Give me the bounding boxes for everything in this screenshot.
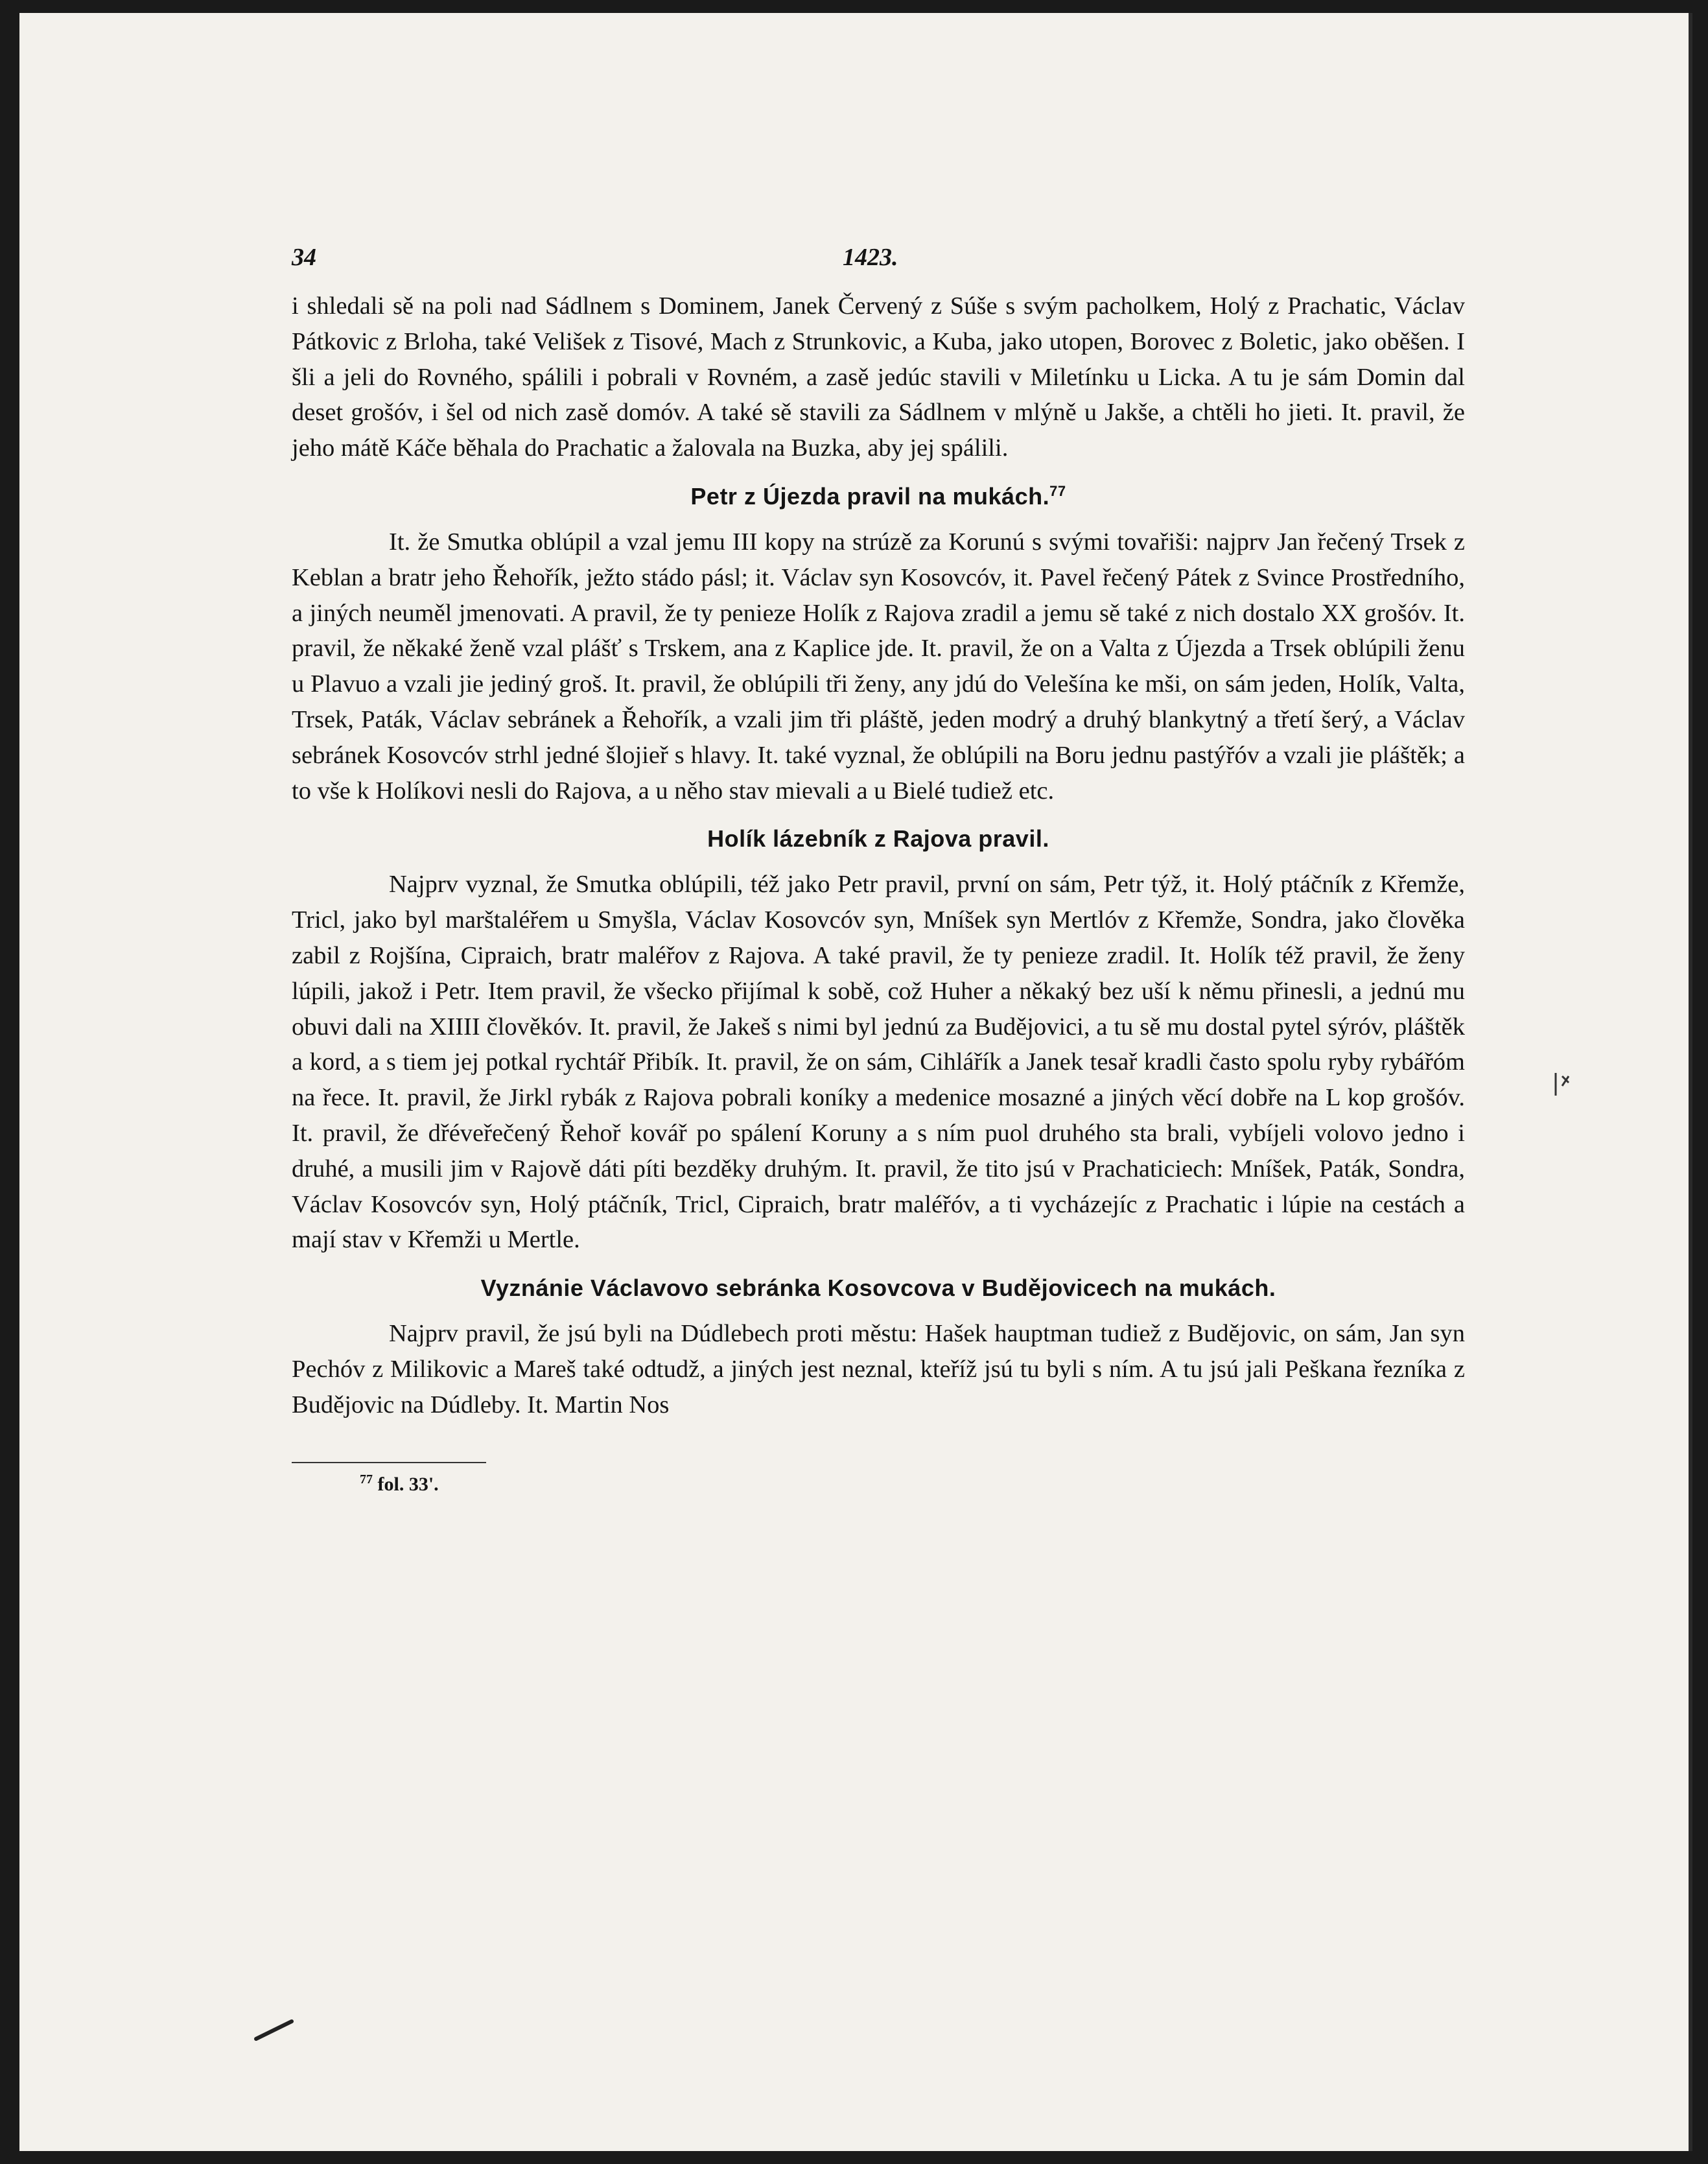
section-title-petr [292,483,1465,510]
footnote-divider [292,1462,486,1463]
page-number: 34 [292,244,316,271]
scanned-page [19,13,1692,2151]
paragraph-3: Najprv vyznal, že Smutka oblúpili, též jako Petr pravil, první on sám, Petr týž, it. Holý ptáčník z Křemže, Tricl, jako byl marštaléřem u Smyšla, Václav Kosovcóv syn, Mníšek syn Mertlóv z Křemže, Sondra, jako člověka zabil z Rojšína, Cipraich, bratr maléřov z Rajova. A také pravil, že ty penieze zradil. It. Holík též pravil, že ženy lúpili, jakož i Petr. Item pravil, že všecko přijímal k sobě, což Huher a někaký bez uší k němu přinesli, a jednú mu obuvi dali na XIIII člověkóv. It. pravil, že Jakeš s nimi byl jednú za Budějovici, a tu sě mu dostal pytel sýróv, pláštěk a kord, a s tiem jej potkal rychtář Přibík. It. pravil, že on sám, Cihlářík a Janek tesař kradli často spolu ryby rybářóm na řece. It. pravil, že Jirkl rybák z Rajova pobrali koníky a medenice mosazné a jiných věcí dobře na L kop grošóv. It. pravil, že dřéveřečený Řehoř kovář po spálení Koruny a s ním puol druhého sta brali, vybíjeli volovo jedno i druhé, a musili jim v Rajově dáti píti bezděky druhým. It. pravil, že tito jsú v Prachaticiech: Mníšek, Paták, Sondra, Václav Kosovcóv syn, Holý ptáčník, Tricl, Cipraich, bratr maléřóv, a ti vycházejíc z Prachatic i lúpie na cestách a mají stav v Křemži u Mertle. [292,871,1465,1254]
footnote-ref-77: 77 [1049,482,1066,499]
page-content [292,243,1465,1496]
section-title-vaclav: Vyznánie Václavovo sebránka Kosovcova v Budějovicech na mukách. [480,1275,1276,1302]
footnote [292,1472,1465,1496]
page-header [292,243,1465,288]
paragraph-1: i shledali sě na poli nad Sádlnem s Dominem, Janek Červený z Súše s svým pacholkem, Holý z Prachatic, Václav Pátkovic z Brloha, také Velišek z Tisové, Mach z Strunkovic, a Kuba, jako utopen, Borovec z Boletic, jako oběšen. I šli a jeli do Rovného, spálili i pobrali v Rovném, a zasě jedúc stavili v Miletínku u Licka. A tu je sám Domin dal deset grošóv, i šel od nich zasě domóv. A také sě stavili za Sádlnem v mlýně u Jakše, a chtěli ho jieti. It. pravil, že jeho mátě Káče běhala do Prachatic a žalovala na Buzka, aby jej spálili. [292,292,1465,462]
section-title-petr-text: Petr z Újezda pravil na mukách. [690,482,1050,510]
section-title-holik: Holík lázebník z Rajova pravil. [707,825,1049,853]
paragraph-2: It. že Smutka oblúpil a vzal jemu III kopy na strúzě za Korunú s svými tovařiši: najprv Jan řečený Trsek z Keblan a bratr jeho Řehořík, ježto stádo pásl; it. Václav syn Kosovcóv, it. Pavel řečený Pátek z Svince Prostředního, a jiných neuměl jmenovati. A pravil, že ty penieze Holík z Rajova zradil a jemu sě také z nich dostalo XX grošóv. It. pravil, že někaké ženě vzal plášť s Trskem, ana z Kaplice jde. It. pravil, že on a Valta z Újezda a Trsek oblúpili ženu u Plavuo a vzali jie jediný groš. It. pravil, že oblúpili tři ženy, any jdú do Velešína ke mši, on sám jeden, Holík, Valta, Trsek, Paták, Václav sebránek a Řehořík, a vzali jim tři pláště, jeden modrý a druhý blankytný a třetí šerý, a Václav sebránek Kosovcóv strhl jedné šlojieř s hlavy. It. také vyznal, že oblúpili na Boru jednu pastýřóv a vzali jie pláštěk; a to vše k Holíkovi nesli do Rajova, a u něho stav mievali a u Bielé tudiež etc. [292,528,1465,805]
running-year: 1423. [843,244,898,271]
margin-annotation-mark [1549,1070,1582,1102]
footnote-number: 77 [360,1472,373,1487]
footnote-text: fol. 33'. [377,1473,439,1495]
ink-smudge-mark [253,2016,298,2042]
paragraph-4: Najprv pravil, že jsú byli na Dúdlebech proti městu: Hašek hauptman tudiež z Budějovic, on sám, Jan syn Pechóv z Milikovic a Mareš také odtudž, a jiných jest neznal, kteříž jsú tu byli s ním. A tu jsú jali Peškana řezníka z Budějovic na Dúdleby. It. Martin Nos [292,1320,1465,1418]
